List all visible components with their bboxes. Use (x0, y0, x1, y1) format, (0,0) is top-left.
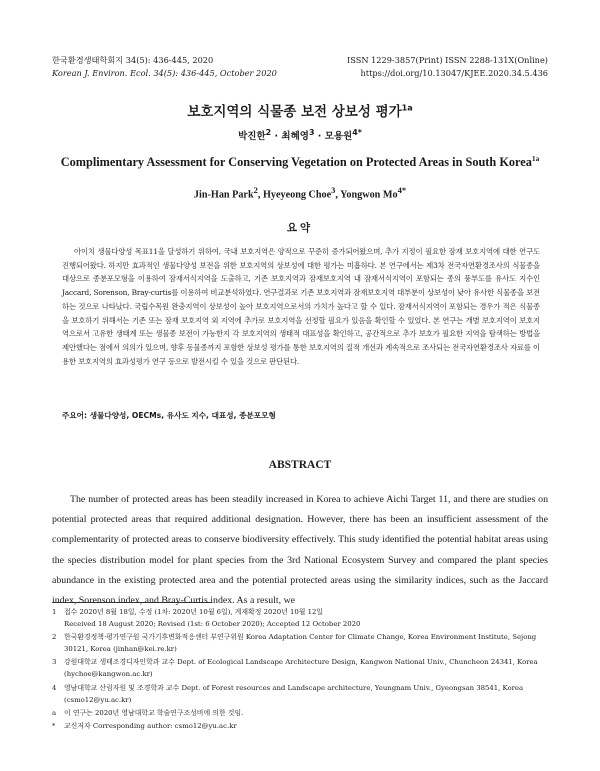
footnote (52, 631, 550, 656)
author-sup: 2 (265, 128, 272, 137)
author-sup: 3 (308, 128, 315, 137)
author-sup: 4* (352, 128, 362, 137)
journal-citation (52, 54, 277, 80)
footnote-text: 이 연구는 2020년 영남대학교 학술연구조성비에 의한 것임. (64, 709, 244, 717)
author-name: 최혜영 (281, 131, 309, 143)
abstract-english-body: The number of protected areas has been steadily increased in Korea to achieve Aichi Target 11, and there are studies on potential protected areas that required additional designation. However, there has been an insufficient assessment of the complementarity of protected areas to conserve biodiversity effectively. This study identified the potential habitat areas using the species distribution model for plant species from the 3rd National Ecosystem Survey and compared the plant species abundance in the existing protected area and the potential protected areas using the similarity indices, such as the Jaccard index, Sorenson index, and Bray-Curtis index. As a result, we (52, 494, 548, 607)
title-korean-sup: 1a (401, 102, 413, 113)
footnote (52, 682, 550, 707)
author-separator: · (317, 131, 322, 143)
author-name: Yongwon Mo (340, 189, 398, 201)
author-sup: 2 (253, 185, 258, 195)
author-name: Hyeyeong Choe (262, 189, 332, 201)
footnote-text: 접수 2020년 8월 18일, 수정 (1차: 2020년 10월 6일), 게재확정 2020년 10월 12일 Received 18 August 2020; Revised (1st: 6 October 2020); Accepted 12 October 2020 (64, 608, 361, 629)
issn: ISSN 1229-3857(Print) ISSN 2288-131X(Online) (347, 55, 548, 65)
authors-english: Jin-Han Park$^2$, Hyeyeong Choe$^3$, Yongwon $Mo^{4*}$ (193, 185, 407, 201)
footnote (52, 707, 550, 719)
journal-name-ko: 한국환경생태학회지 34(5): 436-445, 2020 (52, 55, 214, 65)
footnote-mark: a (52, 709, 57, 717)
abstract-korean-body: 아이치 생물다양성 목표11을 달성하기 위하여, 국내 보호지역은 양적으로 꾸준히 증가되어왔으며, 추가 지정이 필요한 잠재 보호지역에 대한 연구도 진행되어왔다. 하지만 효과적인 생물다양성 보전을 위한 보호지역의 상보성에 대한 평가는 미흡하다. 본 연구에서는 제3차 전국자연환경조사의 식물종을 대상으로 종분포모형을 이용하여 잠재서식지역을 도출하고, 기존 보호지역과 잠재보호지역 내 잠재서식지역이 포함되는 종의 풍부도를 유사도 지수인 Jaccard, Sorenson, Bray-curtis를 이용하여 비교분석하였다. 연구결과로 기존 보호지역과 잠재보호지역 대부분이 상보성이 낮아 유사한 식물종을 보전하는 것으로 나타났다. 국립수목원 완충지역이 상보성이 높아 보호지역으로서의 가치가 높다고 할 수 있다. 잠재서식지역이 포함되는 경우가 적은 식물종을 보호하기 위해서는 기존 또는 잠재 보호지역 외 지역에 추가로 보호지역을 선정할 필요가 있음을 확인할 수 있었다. 본 연구는 개별 보호지역이 보호지역으로서 고유한 생태계 또는 생물종 보전이 가능한지 각 보호지역의 생태적 대표성을 확인하고, 공간적으로 추가 보호가 필요한 지역을 탐색하는 방법을 제안했다는 점에서 의의가 있으며, 향후 동물종까지 포함한 상보성 평가를 통한 보호지역의 질적 개선과 계속적으로 조사되는 전국자연환경조사 자료를 이용한 보호지역의 효과성평가 연구 등으로 발전시킬 수 있을 것으로 판단된다. (62, 247, 540, 366)
keywords-list: 생물다양성, OECMs, 유사도 지수, 대표성, 종분포모형 (89, 411, 276, 420)
doi-link[interactable]: https://doi.org/10.13047/KJEE.2020.34.5.436 (360, 68, 548, 78)
title-english-sup: 1a (531, 154, 540, 163)
footnote-mark: 4 (52, 684, 57, 692)
footnote-text: 교신저자 Corresponding author: csmo12@yu.ac.kr (64, 722, 237, 730)
author-sup: 4* (397, 185, 407, 195)
footnote-text: 한국환경정책·평가연구원 국가기후변화적응센터 부연구위원 Korea Adaptation Center for Climate Change, Korea Environment Institute, Sejong 30121, Korea (jinhan@kei.re.kr) (64, 633, 537, 654)
footnote-text: 영남대학교 산림자원 및 조경학과 교수 Dept. of Forest resources and Landscape architecture, Yeungnam Univ., Gyeongsan 38541, Korea (csmo12@yu.ac.kr) (64, 684, 524, 705)
title-korean-text: 보호지역의 식물종 보전 상보성 평가 (187, 104, 402, 120)
title-korean (0, 100, 600, 120)
abstract-english-heading: ABSTRACT (268, 459, 332, 471)
footnote-mark: 2 (52, 633, 57, 641)
author-name: 박진한 (238, 131, 266, 143)
footnote-mark: 1 (52, 608, 57, 616)
author-name: 모용원 (324, 131, 353, 143)
footnote-text: 강원대학교 생태조경디자인학과 교수 Dept. of Ecological Landscape Architecture Design, Kangwon National Univ., Chuncheon 24341, Korea (hychoe@kangwon.ac.kr) (64, 658, 538, 679)
footnote-mark: * (52, 722, 56, 730)
keywords (62, 410, 540, 421)
title-english-text: Complimentary Assessment for Conserving Vegetation on Protected Areas in South Korea (60, 155, 532, 170)
author-name: Jin-Han Park (193, 189, 254, 201)
authors-korean (0, 128, 600, 142)
keywords-label: 주요어: (62, 411, 88, 420)
footnote (52, 720, 550, 732)
abstract-korean-heading: 요약 (286, 222, 314, 234)
footnote-mark: 3 (52, 658, 57, 666)
title-english (0, 154, 600, 170)
footnote-divider (52, 602, 212, 603)
author-separator: · (274, 131, 279, 143)
journal-identifiers (347, 54, 548, 80)
footnote (52, 656, 550, 681)
author-sup: 3 (331, 185, 336, 195)
footnote (52, 606, 550, 631)
journal-name-en: Korean J. Environ. Ecol. 34(5): 436-445, October 2020 (52, 68, 277, 78)
